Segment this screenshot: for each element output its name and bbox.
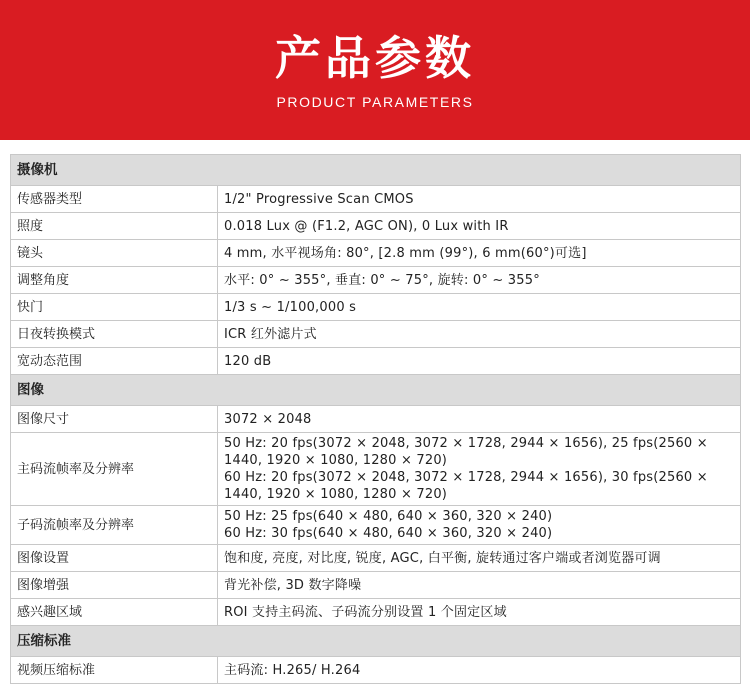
parameter-value bbox=[218, 545, 741, 572]
table-row bbox=[11, 348, 741, 375]
parameter-value-line: 3072 × 2048 bbox=[224, 411, 312, 427]
parameter-value-line: 0.018 Lux @ (F1.2, AGC ON), 0 Lux with IR bbox=[224, 218, 509, 234]
parameter-value-line: 饱和度, 亮度, 对比度, 锐度, AGC, 白平衡, 旋转通过客户端或者浏览器可调 bbox=[224, 550, 661, 566]
parameter-value bbox=[218, 572, 741, 599]
parameter-value bbox=[218, 433, 741, 506]
parameter-label: 宽动态范围 bbox=[11, 348, 218, 375]
parameter-value-line: 60 Hz: 20 fps(3072 × 2048, 3072 × 1728, 2944 × 1656), 30 fps(2560 × bbox=[224, 470, 708, 485]
parameter-value bbox=[218, 240, 741, 267]
table-row bbox=[11, 572, 741, 599]
parameter-value bbox=[218, 506, 741, 545]
page-subtitle: PRODUCT PARAMETERS bbox=[276, 94, 474, 110]
page-title: 产品参数 bbox=[275, 31, 475, 85]
parameter-value bbox=[218, 186, 741, 213]
table-row bbox=[11, 240, 741, 267]
section-title: 摄像机 bbox=[11, 155, 741, 186]
parameter-value-line: 4 mm, 水平视场角: 80°, [2.8 mm (99°), 6 mm(60°)可选] bbox=[224, 245, 587, 261]
table-row bbox=[11, 599, 741, 626]
parameter-value-line: 主码流: H.265/ H.264 bbox=[224, 662, 361, 678]
table-row bbox=[11, 506, 741, 545]
parameter-label: 照度 bbox=[11, 213, 218, 240]
table-row bbox=[11, 657, 741, 684]
parameter-label: 图像设置 bbox=[11, 545, 218, 572]
parameter-value-line: 1440, 1920 × 1080, 1280 × 720) bbox=[224, 453, 448, 468]
parameter-label: 传感器类型 bbox=[11, 186, 218, 213]
parameter-value-line: 50 Hz: 20 fps(3072 × 2048, 3072 × 1728, 2944 × 1656), 25 fps(2560 × bbox=[224, 436, 708, 451]
parameter-value bbox=[218, 599, 741, 626]
section-title: 图像 bbox=[11, 375, 741, 406]
parameter-label: 日夜转换模式 bbox=[11, 321, 218, 348]
parameter-value-line: 60 Hz: 30 fps(640 × 480, 640 × 360, 320 × 240) bbox=[224, 526, 553, 541]
parameter-value bbox=[218, 406, 741, 433]
section-header-row bbox=[11, 375, 741, 406]
table-row bbox=[11, 186, 741, 213]
parameter-value-line: 1/2" Progressive Scan CMOS bbox=[224, 191, 414, 207]
parameter-value-line: 背光补偿, 3D 数字降噪 bbox=[224, 577, 362, 593]
parameter-label: 视频压缩标准 bbox=[11, 657, 218, 684]
parameter-value-line: 50 Hz: 25 fps(640 × 480, 640 × 360, 320 × 240) bbox=[224, 509, 553, 524]
parameters-table bbox=[10, 154, 741, 684]
parameter-value bbox=[218, 294, 741, 321]
table-row bbox=[11, 321, 741, 348]
parameter-value-line: ROI 支持主码流、子码流分别设置 1 个固定区域 bbox=[224, 604, 507, 620]
parameter-label: 调整角度 bbox=[11, 267, 218, 294]
table-row bbox=[11, 545, 741, 572]
header-banner bbox=[0, 0, 750, 140]
table-row bbox=[11, 433, 741, 506]
parameters-sheet bbox=[0, 140, 750, 693]
parameter-label: 镜头 bbox=[11, 240, 218, 267]
section-title: 压缩标准 bbox=[11, 626, 741, 657]
parameter-value bbox=[218, 267, 741, 294]
table-row bbox=[11, 294, 741, 321]
table-row bbox=[11, 213, 741, 240]
parameter-label: 子码流帧率及分辨率 bbox=[11, 506, 218, 545]
parameter-label: 主码流帧率及分辨率 bbox=[11, 433, 218, 506]
parameter-value bbox=[218, 321, 741, 348]
parameter-label: 图像增强 bbox=[11, 572, 218, 599]
table-row bbox=[11, 267, 741, 294]
parameter-label: 快门 bbox=[11, 294, 218, 321]
parameter-label: 感兴趣区域 bbox=[11, 599, 218, 626]
parameter-value bbox=[218, 657, 741, 684]
table-row bbox=[11, 406, 741, 433]
parameter-value bbox=[218, 348, 741, 375]
parameter-label: 图像尺寸 bbox=[11, 406, 218, 433]
section-header-row bbox=[11, 626, 741, 657]
parameter-value-line: 1/3 s ~ 1/100,000 s bbox=[224, 299, 357, 315]
parameter-value-line: 水平: 0° ~ 355°, 垂直: 0° ~ 75°, 旋转: 0° ~ 355° bbox=[224, 272, 540, 288]
parameter-value-line: 1440, 1920 × 1080, 1280 × 720) bbox=[224, 487, 448, 502]
section-header-row bbox=[11, 155, 741, 186]
parameter-value-line: ICR 红外滤片式 bbox=[224, 326, 317, 342]
parameter-value-line: 120 dB bbox=[224, 353, 272, 369]
parameter-value bbox=[218, 213, 741, 240]
